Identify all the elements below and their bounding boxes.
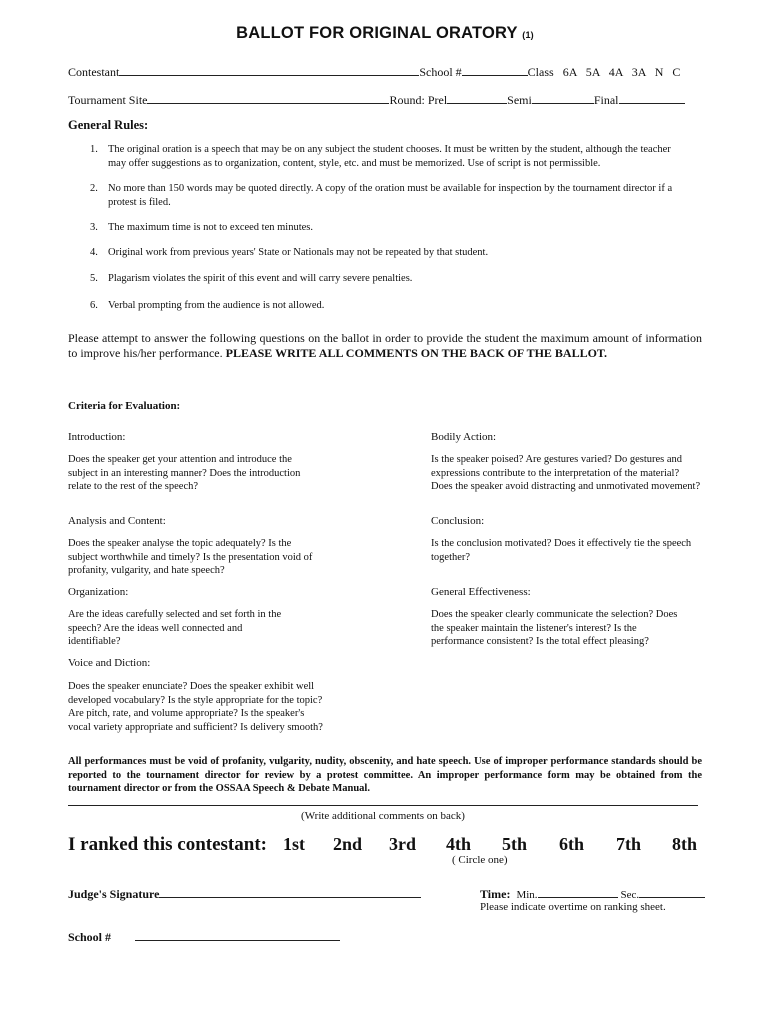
tournament-site-label: Tournament Site — [68, 93, 148, 107]
instructions-text: Please attempt to answer the following questions on the ballot in order to provide the student the maximum amount of information to improve his/her performance. — [68, 331, 702, 360]
min-field[interactable] — [538, 885, 618, 898]
instructions-paragraph — [68, 331, 702, 361]
general-rules-heading: General Rules: — [68, 118, 149, 132]
introduction-text: Does the speaker get your attention and introduce the subject in an interesting manner? Does the introduction relate to the rest of the speech? — [68, 454, 301, 492]
rule-number: 2. — [90, 183, 98, 194]
min-label: Min. — [516, 889, 538, 901]
rank-option-3rd[interactable]: 3rd — [389, 834, 416, 854]
rule-item — [90, 299, 690, 313]
rank-option-4th[interactable]: 4th — [446, 834, 472, 854]
organization-text: Are the ideas carefully selected and set forth in the speech? Are the ideas well connected and identifiable? — [68, 609, 282, 647]
organization-label: Organization: — [68, 586, 129, 598]
tournament-site-field[interactable] — [147, 91, 389, 104]
general-effectiveness-text: Does the speaker clearly communicate the selection? Does the speaker maintain the listener's interest? Is the performance consistent? Is the total effect pleasing? — [431, 609, 678, 647]
rule-item — [90, 221, 690, 235]
semi-field[interactable] — [532, 91, 594, 104]
judge-school-field[interactable] — [135, 928, 340, 941]
rank-option-1st[interactable]: 1st — [283, 834, 305, 854]
rule-text: Verbal prompting from the audience is not allowed. — [108, 300, 325, 311]
rank-option-2nd[interactable]: 2nd — [333, 834, 363, 854]
rule-item — [90, 272, 690, 286]
tournament-line — [68, 91, 685, 108]
comments-line[interactable] — [68, 805, 698, 806]
rank-option-7th[interactable]: 7th — [616, 834, 642, 854]
bodily-action-label: Bodily Action: — [431, 431, 497, 443]
general-effectiveness-label: General Effectiveness: — [431, 586, 531, 598]
rule-number: 6. — [90, 300, 98, 311]
class-label: Class — [527, 65, 554, 79]
round-label: Round: Prel — [389, 93, 448, 107]
contestant-line — [68, 63, 680, 80]
conclusion-text: Is the conclusion motivated? Does it effectively tie the speech together? — [431, 538, 692, 563]
sec-label: Sec. — [620, 889, 640, 901]
rule-number: 4. — [90, 247, 98, 258]
rank-label: I ranked this contestant: — [68, 834, 267, 855]
rule-text: The original oration is a speech that may be on any subject the student chooses. It must be written by the student, although the teacher may offer suggestions as to organization, content, style, etc. and must be memorized. Use of script is not permissible. — [108, 144, 671, 169]
contestant-field[interactable] — [119, 63, 419, 76]
rule-item — [90, 182, 690, 209]
judge-signature-line — [68, 885, 421, 902]
voice-diction-text: Does the speaker enunciate? Does the speaker exhibit well developed vocabulary? Is the style appropriate for the topic? Are pitch, rate, and volume appropriate? Is the speaker's vocal variety appropriate and sufficient? Is delivery smooth? — [68, 681, 323, 733]
class-options[interactable]: 6A 5A 4A 3A N C — [562, 65, 681, 79]
rule-text: The maximum time is not to exceed ten minutes. — [108, 222, 313, 233]
rule-number: 3. — [90, 222, 98, 233]
rule-number: 1. — [90, 144, 98, 155]
instructions-bold: PLEASE WRITE ALL COMMENTS ON THE BACK OF THE BALLOT. — [225, 346, 608, 360]
conclusion-label: Conclusion: — [431, 515, 485, 527]
rule-item — [90, 246, 690, 260]
time-line — [480, 885, 705, 902]
rule-item — [90, 143, 690, 170]
overtime-note: Please indicate overtime on ranking sheet. — [480, 901, 666, 913]
bodily-action-text: Is the speaker poised? Are gestures varied? Do gestures and expressions contribute to the interpretation of the material? Does the speaker avoid distracting and unmotivated movement? — [431, 454, 701, 492]
ballot-title — [0, 24, 770, 43]
sec-field[interactable] — [639, 885, 705, 898]
contestant-label: Contestant — [68, 65, 120, 79]
voice-diction-label: Voice and Diction: — [68, 657, 151, 669]
final-label: Final — [593, 93, 619, 107]
semi-label: Semi — [507, 93, 532, 107]
criteria-heading: Criteria for Evaluation: — [68, 400, 181, 412]
school-number-label: School # — [68, 930, 112, 944]
judge-signature-field[interactable] — [159, 885, 421, 898]
analysis-text: Does the speaker analyse the topic adequately? Is the subject worthwhile and timely? Is the presentation void of profanity, vulgarity, and hate speech? — [68, 538, 313, 576]
school-number-field[interactable] — [462, 63, 528, 76]
rule-text: Plagarism violates the spirit of this event and will carry severe penalties. — [108, 273, 413, 284]
title-suffix: (1) — [522, 30, 534, 40]
school-line — [68, 928, 340, 945]
analysis-label: Analysis and Content: — [68, 515, 166, 527]
prel-field[interactable] — [447, 91, 507, 104]
performance-note: All performances must be void of profanity, vulgarity, nudity, obscenity, and hate speech. Use of improper performance standards should be reported to the tournament director for review by a protest committee. An improper performance form may be obtained from the tournament director or from the OSSAA Speech & Debate Manual. — [68, 756, 702, 794]
judge-signature-label: Judge's Signature — [68, 887, 160, 901]
write-additional-note: (Write additional comments on back) — [301, 810, 465, 822]
rule-text: Original work from previous years' State or Nationals may not be repeated by that student. — [108, 247, 489, 258]
rank-option-8th[interactable]: 8th — [672, 834, 698, 854]
circle-one-note: ( Circle one) — [452, 854, 508, 866]
final-field[interactable] — [619, 91, 685, 104]
rank-option-5th[interactable]: 5th — [502, 834, 528, 854]
time-label: Time: — [480, 887, 511, 901]
title-text: BALLOT FOR ORIGINAL ORATORY — [236, 24, 518, 42]
rank-option-6th[interactable]: 6th — [559, 834, 585, 854]
school-label: School # — [419, 65, 462, 79]
rule-text: No more than 150 words may be quoted directly. A copy of the oration must be available for inspection by the tournament director if a protest is filed. — [108, 183, 673, 208]
rule-number: 5. — [90, 273, 98, 284]
introduction-label: Introduction: — [68, 431, 126, 443]
